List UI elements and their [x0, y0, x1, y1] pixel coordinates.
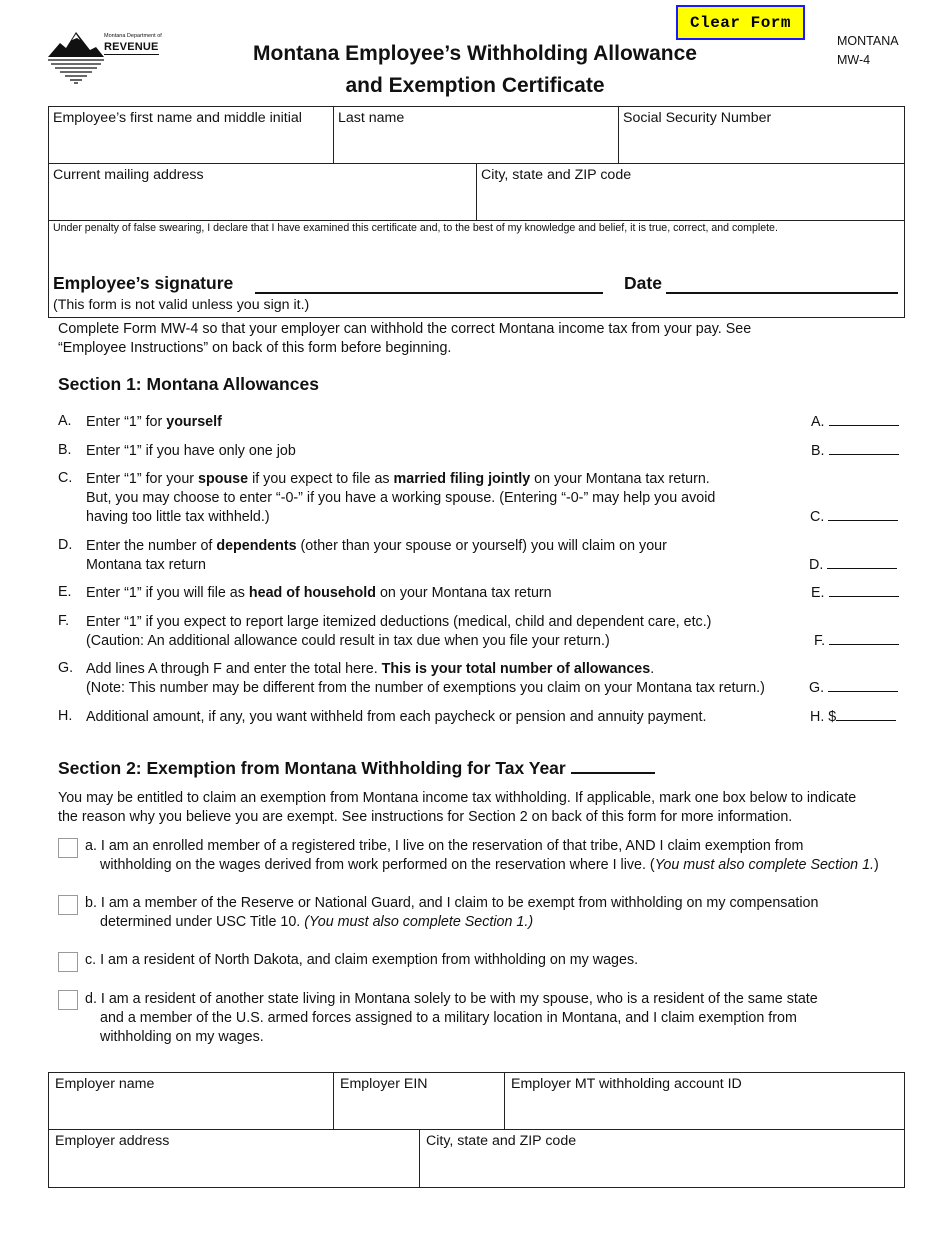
line-c-field[interactable]	[829, 506, 903, 524]
employer-ein-cell	[333, 1072, 504, 1129]
mailing-address-field[interactable]	[53, 189, 475, 215]
line-a-text: Enter “1” for yourself	[86, 414, 222, 430]
employer-address-label: Employer address	[55, 1133, 170, 1149]
section2-intro-line2: the reason why you believe you are exempt. See instructions for Section 2 on back of this form for more information.	[58, 809, 793, 825]
signature-label: Employee’s signature	[53, 273, 234, 293]
declaration-text: Under penalty of false swearing, I declare that I have examined this certificate and, to the best of my knowledge and belief, it is true, correct, and complete.	[53, 222, 778, 234]
employer-ein-field[interactable]	[340, 1098, 502, 1124]
tax-year-field[interactable]	[614, 758, 698, 778]
exemption-b-checkbox[interactable]	[58, 895, 78, 915]
exemption-a-text-2: withholding on the wages derived from work performed on the reservation where I live. (You must also complete Section 1.)	[100, 857, 879, 873]
exemption-d-checkbox[interactable]	[58, 990, 78, 1010]
first-name-cell	[48, 106, 333, 163]
line-e-text: Enter “1” if you will file as head of household on your Montana tax return	[86, 585, 552, 601]
exemption-a-text: a. I am an enrolled member of a registered tribe, I live on the reservation of that tribe, AND I claim exemption from	[85, 838, 804, 854]
ssn-label: Social Security Number	[623, 110, 772, 126]
line-a-field[interactable]	[829, 411, 903, 429]
exemption-c-checkbox[interactable]	[58, 952, 78, 972]
line-g-answer: G.	[809, 679, 898, 696]
date-field[interactable]	[669, 270, 899, 292]
line-e-answer: E.	[811, 584, 899, 601]
employer-account-cell	[504, 1072, 905, 1129]
section2-heading: Section 2: Exemption from Montana Withholding for Tax Year	[58, 758, 655, 779]
ssn-cell	[618, 106, 905, 163]
exemption-d-text-2: and a member of the U.S. armed forces assigned to a military location in Montana, and I claim exemption from	[100, 1010, 797, 1026]
mailing-address-label: Current mailing address	[53, 167, 204, 183]
line-a-answer: A.	[811, 413, 899, 430]
last-name-label: Last name	[338, 110, 405, 126]
first-name-label: Employee’s first name and middle initial	[53, 110, 302, 126]
employer-name-field[interactable]	[55, 1098, 331, 1124]
employer-city-label: City, state and ZIP code	[426, 1133, 577, 1149]
signature-field[interactable]	[258, 270, 604, 292]
line-h-field[interactable]	[839, 706, 903, 724]
employer-account-field[interactable]	[511, 1098, 901, 1124]
employee-city-label: City, state and ZIP code	[481, 167, 632, 183]
logo-department-text: Montana Department of	[104, 33, 162, 39]
line-d-text-2: Montana tax return	[86, 557, 207, 573]
last-name-field[interactable]	[338, 132, 617, 158]
intro-line1: Complete Form MW-4 so that your employer can withhold the correct Montana income tax from your pay. See	[58, 321, 752, 337]
section1-heading: Section 1: Montana Allowances	[58, 374, 319, 394]
line-c-letter: C.	[58, 470, 73, 486]
line-c-text-3: having too little tax withheld.)	[86, 509, 270, 525]
ssn-field[interactable]	[623, 132, 902, 158]
employer-city-cell	[419, 1129, 905, 1188]
employer-address-field[interactable]	[55, 1156, 417, 1182]
clear-form-button[interactable]: Clear Form	[676, 5, 805, 40]
line-f-answer: F.	[814, 632, 899, 649]
line-f-field[interactable]	[829, 630, 903, 648]
signature-line	[255, 292, 603, 294]
date-label: Date	[624, 273, 662, 293]
line-e-field[interactable]	[829, 582, 903, 600]
employee-city-field[interactable]	[481, 189, 903, 215]
date-line	[666, 292, 898, 294]
line-f-text-2: (Caution: An additional allowance could result in tax due when you file your return.)	[86, 633, 610, 649]
form-number: MW-4	[837, 53, 871, 67]
line-g-text: Add lines A through F and enter the total here. This is your total number of allowances.	[86, 661, 655, 677]
line-f-text: Enter “1” if you expect to report large itemized deductions (medical, child and dependent care, etc.)	[86, 614, 712, 630]
exemption-b-text-2: determined under USC Title 10. (You must also complete Section 1.)	[100, 914, 534, 930]
exemption-c-text: c. I am a resident of North Dakota, and claim exemption from withholding on my wages.	[85, 952, 639, 968]
exemption-b-text: b. I am a member of the Reserve or National Guard, and I claim to be exempt from withholding on my compensation	[85, 895, 819, 911]
line-g-text-2: (Note: This number may be different from the number of exemptions you claim on your Montana tax return.)	[86, 680, 765, 696]
line-c-text-2: But, you may choose to enter “-0-” if you have a working spouse. (Entering “-0-” may help you avoid	[86, 490, 716, 506]
state-label: MONTANA	[837, 34, 899, 48]
line-g-field[interactable]	[829, 677, 903, 695]
intro-line2: “Employee Instructions” on back of this form before beginning.	[58, 340, 452, 356]
employer-name-label: Employer name	[55, 1076, 155, 1092]
mailing-address-cell	[48, 163, 476, 220]
form-title-line1: Montana Employee’s Withholding Allowance	[253, 42, 697, 65]
exemption-a-checkbox[interactable]	[58, 838, 78, 858]
last-name-cell	[333, 106, 618, 163]
employer-city-field[interactable]	[426, 1156, 900, 1182]
line-d-text: Enter the number of dependents (other than your spouse or yourself) you will claim on your	[86, 538, 667, 554]
line-f-letter: F.	[58, 613, 70, 629]
exemption-d-text-3: withholding on my wages.	[100, 1029, 264, 1045]
line-d-field[interactable]	[829, 554, 903, 572]
line-d-letter: D.	[58, 537, 73, 553]
form-title-line2: and Exemption Certificate	[345, 74, 605, 97]
line-c-text: Enter “1” for your spouse if you expect to file as married filing jointly on your Montana tax return.	[86, 471, 710, 487]
line-h-text: Additional amount, if any, you want withheld from each paycheck or pension and annuity payment.	[86, 709, 707, 725]
line-b-letter: B.	[58, 442, 72, 458]
line-b-text: Enter “1” if you have only one job	[86, 443, 296, 459]
line-h-letter: H.	[58, 708, 73, 724]
employer-name-cell	[48, 1072, 333, 1129]
employer-address-cell	[48, 1129, 419, 1188]
line-c-answer: C.	[810, 508, 898, 525]
employer-account-label: Employer MT withholding account ID	[511, 1076, 742, 1092]
line-b-answer: B.	[811, 442, 899, 459]
employer-ein-label: Employer EIN	[340, 1076, 428, 1092]
line-a-letter: A.	[58, 413, 72, 429]
line-b-field[interactable]	[829, 440, 903, 458]
section2-intro-line1: You may be entitled to claim an exemption from Montana income tax withholding. If applicable, mark one box below to indicate	[58, 790, 857, 806]
signature-note: (This form is not valid unless you sign it.)	[53, 297, 310, 313]
first-name-field[interactable]	[53, 132, 332, 158]
line-g-letter: G.	[58, 660, 74, 676]
line-e-letter: E.	[58, 584, 72, 600]
logo-revenue-text: REVENUE	[104, 41, 159, 53]
line-h-answer: H. $	[810, 708, 896, 725]
line-d-answer: D.	[809, 556, 897, 573]
employee-city-cell	[476, 163, 905, 220]
exemption-d-text: d. I am a resident of another state living in Montana solely to be with my spouse, who is a resident of the same state	[85, 991, 818, 1007]
